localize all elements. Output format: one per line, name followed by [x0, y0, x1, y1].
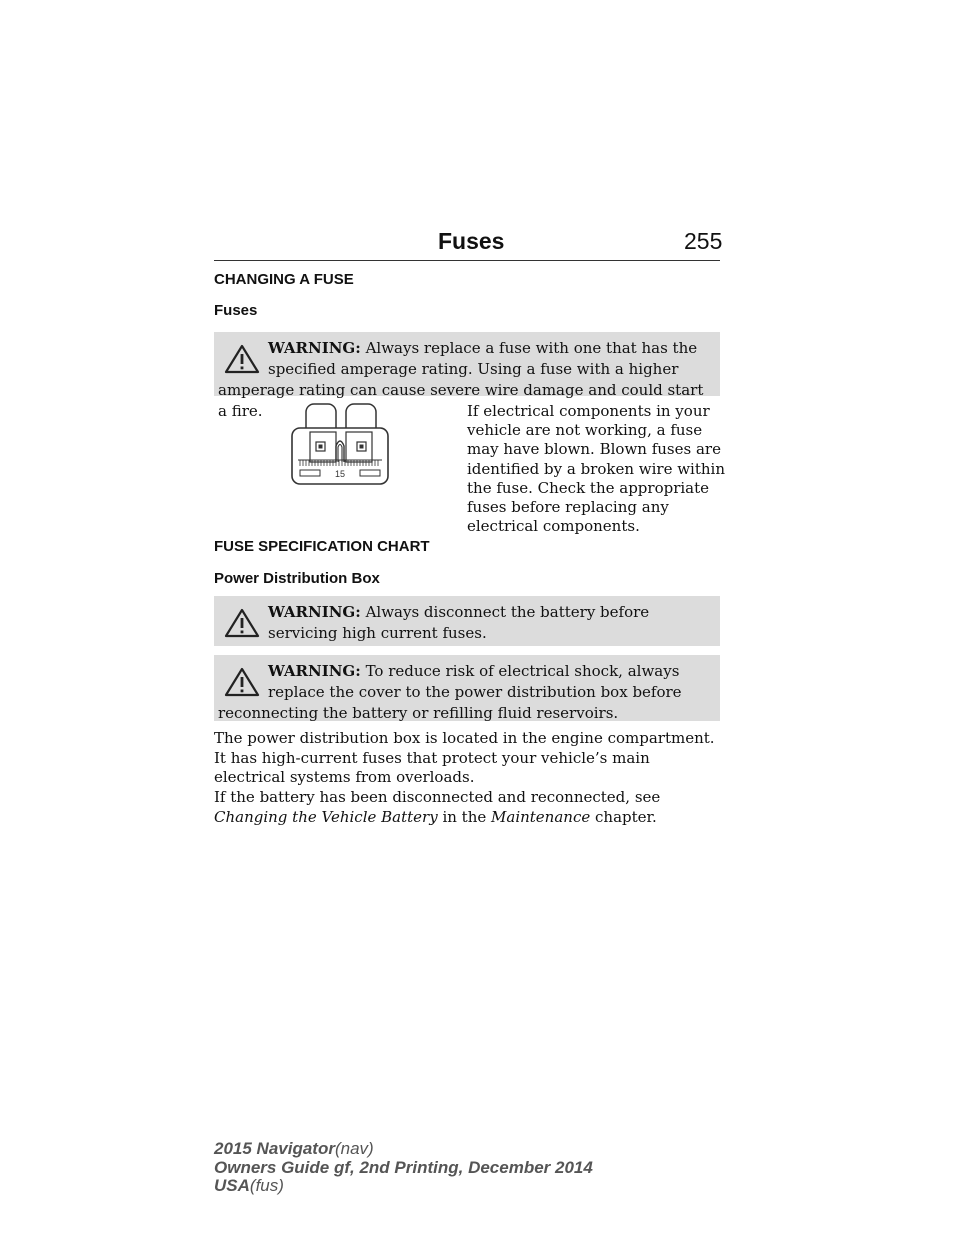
warning-triangle-icon: [224, 667, 260, 697]
link-changing-vehicle-battery[interactable]: Changing the Vehicle Battery: [214, 807, 438, 826]
section-heading-changing-a-fuse: CHANGING A FUSE: [214, 271, 354, 288]
pdb-paragraph: The power distribution box is located in the engine compartment. It has high-current fuses that protect your vehicle’s main electrical systems from overloads.: [214, 729, 715, 786]
warning-label: WARNING:: [268, 339, 361, 357]
header-divider: [214, 260, 720, 261]
footer-model-line: [214, 1140, 593, 1159]
warning-box-electrical-shock: [214, 655, 720, 721]
fuse-description: If electrical components in your vehicle are not working, a fuse may have blown. Blown fuses are identified by a broken wire within the fuse. Check the appropriate fuses before replacing any electrical components.: [467, 402, 726, 536]
battery-paragraph-suffix: chapter.: [590, 807, 657, 826]
footer-region-line: [214, 1177, 593, 1196]
warning-text: Always disconnect the battery before servicing high current fuses.: [268, 603, 650, 642]
footer-guide-line: [214, 1159, 593, 1178]
warning-text: Always replace a fuse with one that has the specified amperage rating. Using a fuse with a higher amperage rating can cause severe wire damage and could start a fire.: [218, 339, 704, 420]
warning-triangle-icon: [224, 608, 260, 638]
fuse-illustration: [288, 400, 398, 490]
page-number: 255: [684, 228, 723, 254]
section-heading-fuse-specification-chart: FUSE SPECIFICATION CHART: [214, 538, 430, 555]
page-title: Fuses: [438, 228, 505, 254]
footer-model: 2015 Navigator: [214, 1139, 335, 1158]
footer-region-code: (fus): [249, 1176, 284, 1195]
subheading-power-distribution-box: Power Distribution Box: [214, 570, 380, 587]
warning-label: WARNING:: [268, 603, 361, 621]
battery-paragraph-middle: in the: [437, 807, 492, 826]
footer: [214, 1140, 593, 1196]
footer-guide: Owners Guide gf, 2nd Printing, December 2014: [214, 1157, 593, 1177]
fuse-rating-label: 15: [334, 469, 346, 479]
warning-box-fuse-rating: [214, 332, 720, 420]
footer-region: USA: [214, 1176, 250, 1195]
warning-text: To reduce risk of electrical shock, always replace the cover to the power distribution box before reconnecting the battery or refilling fluid reservoirs.: [218, 662, 682, 722]
subheading-fuses: Fuses: [214, 302, 258, 319]
link-maintenance-chapter[interactable]: Maintenance: [491, 807, 591, 826]
warning-triangle-icon: [224, 344, 260, 374]
battery-paragraph-prefix: If the battery has been disconnected and reconnected, see: [214, 788, 661, 806]
warning-box-disconnect-battery: [214, 596, 720, 646]
footer-model-code: (nav): [334, 1139, 374, 1158]
battery-paragraph: [214, 788, 722, 827]
warning-label: WARNING:: [268, 662, 361, 680]
